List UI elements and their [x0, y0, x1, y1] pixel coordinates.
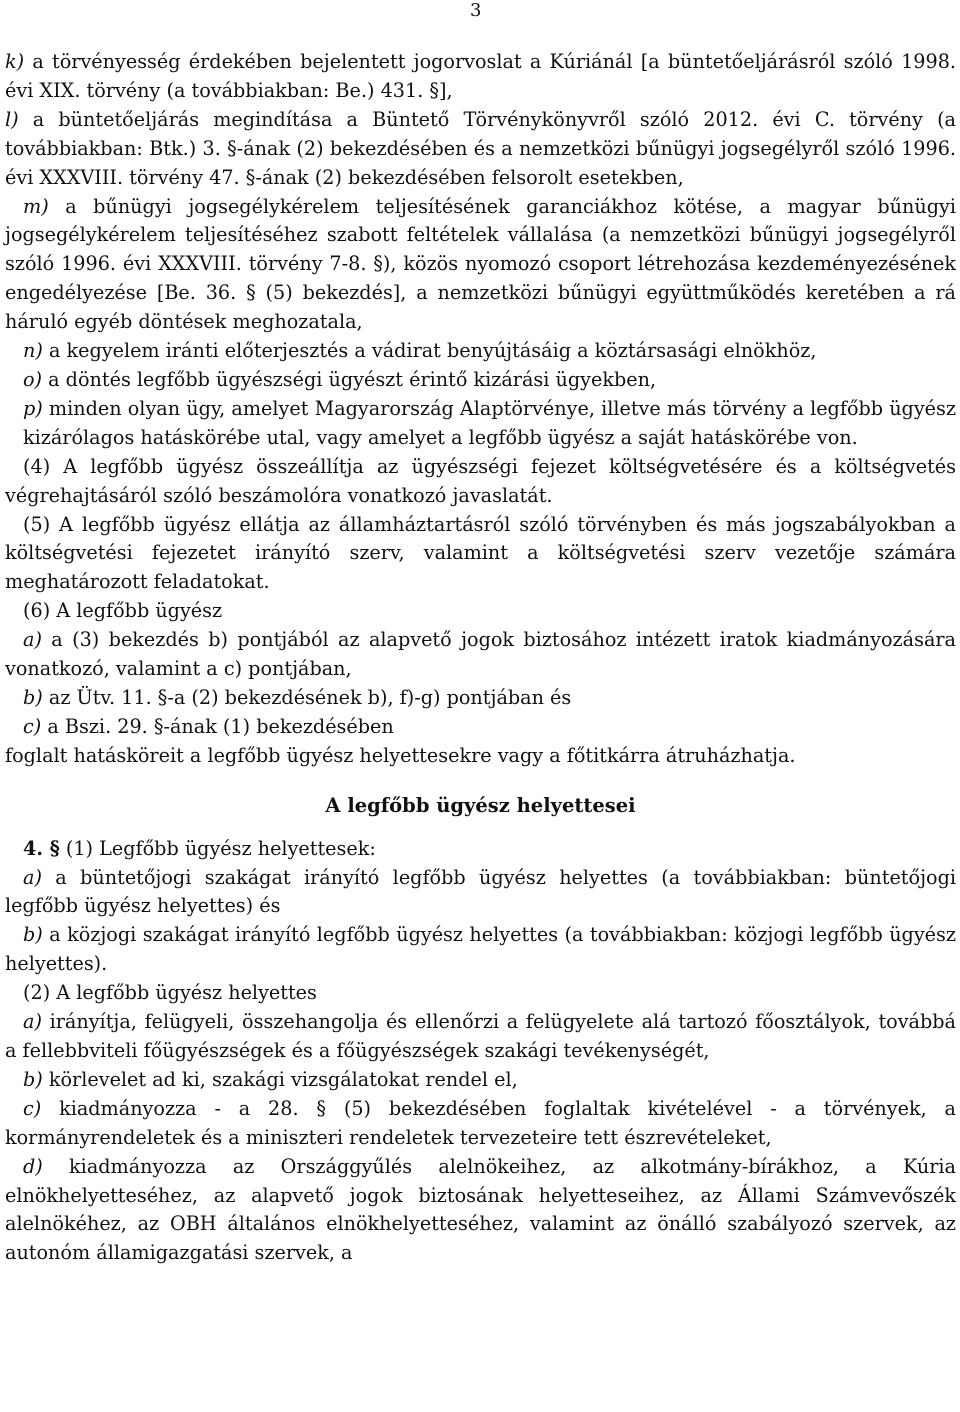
paragraph-text: a bűnügyi jogsegélykérelem teljesítésének garanciákhoz kötése, a magyar bűnügyi jogsegélykérelem teljesítéséhez szabott feltételek vállalása (a nemzetközi bűnügyi jogsegélyről szóló 1996. évi XXXVIII. törvény 7-8. §), közös nyomozó csoport létrehozása kezdeményezésének engedélyezése [Be. 36. § (5) bekezdés], a nemzetközi bűnügyi együttműködés keretében a rá háruló egyéb döntések meghozatala,: [5, 194, 956, 334]
paragraph-text: kiadmányozza - a 28. § (5) bekezdésében foglaltak kivételével - a törvények, a kormányrendeletek és a miniszteri rendeletek tervezeteire tett észrevételeket,: [5, 1096, 956, 1149]
paragraph-s4_2a: [5, 1008, 956, 1066]
paragraph-list-3: [5, 48, 956, 771]
paragraph-n: [5, 337, 956, 366]
paragraph-text: (1) Legfőbb ügyész helyettesek:: [59, 836, 376, 860]
paragraph-label: o): [23, 367, 43, 391]
paragraph-text: a kegyelem iránti előterjesztés a vádirat benyújtásáig a köztársasági elnökhöz,: [42, 339, 817, 363]
paragraph-label: d): [23, 1154, 43, 1178]
paragraph-label: c): [23, 1096, 42, 1120]
paragraph-o: [5, 366, 956, 395]
paragraph-s4_2b: [5, 1066, 956, 1095]
paragraph-text: körlevelet ad ki, szakági vizsgálatokat rendel el,: [42, 1067, 518, 1091]
paragraph-p6a: [5, 626, 956, 684]
paragraph-label: c): [23, 714, 42, 738]
paragraph-p6end: [5, 742, 956, 771]
paragraph-label: a): [23, 628, 42, 652]
paragraph-text: az Ütv. 11. §-a (2) bekezdésének b), f)-g) pontjában és: [42, 685, 572, 709]
paragraph-text: a törvényesség érdekében bejelentett jogorvoslat a Kúriánál [a büntetőeljárásról szóló 1998. évi XIX. törvény (a továbbiakban: Be.) 431. §],: [5, 50, 956, 102]
paragraph-k: [5, 48, 956, 106]
paragraph-s4_2: [5, 979, 956, 1008]
paragraph-text: a büntetőeljárás megindítása a Büntető Törvénykönyvről szóló 2012. évi C. törvény (a továbbiakban: Btk.) 3. §-ának (2) bekezdésében és a nemzetközi bűnügyi jogsegélyről szóló 1996. évi XXXVIII. törvény 47. §-ának (2) bekezdésében felsorolt esetekben,: [5, 107, 956, 189]
paragraph-text: a döntés legfőbb ügyészségi ügyészt érintő kizárási ügyekben,: [42, 367, 657, 391]
paragraph-text: a büntetőjogi szakágat irányító legfőbb ügyész helyettes (a továbbiakban: büntetőjogi legfőbb ügyész helyettes) és: [5, 865, 956, 918]
paragraph-text: minden olyan ügy, amelyet Magyarország Alaptörvénye, illetve más törvény a legfőbb ügyész kizárólagos hatáskörébe utal, vagy amelyet a legfőbb ügyész a saját hatáskörébe von.: [23, 396, 956, 449]
paragraph-l: [5, 106, 956, 193]
section-4: [5, 835, 956, 1269]
paragraph-s4: [5, 835, 956, 864]
document-body: [5, 0, 956, 1268]
paragraph-s4a: [5, 864, 956, 922]
paragraph-p6b: [5, 684, 956, 713]
paragraph-s4_2d: [5, 1153, 956, 1269]
paragraph-label: k): [5, 50, 25, 73]
paragraph-label: a): [23, 1010, 42, 1034]
paragraph-text: foglalt hatásköreit a legfőbb ügyész helyettesekre vagy a főtitkárra átruházhatja.: [5, 743, 796, 767]
paragraph-text: kiadmányozza az Országgyűlés alelnökeihez, az alkotmány-bírákhoz, a Kúria elnökhelyetteséhez, az alapvető jogok biztosának helyetteseihez, az Állami Számvevőszék alelnökéhez, az OBH általános elnökhelyetteséhez, valamint az önálló szabályozó szervek, az autonóm államigazgatási szervek, a: [5, 1154, 956, 1265]
paragraph-p6: [5, 597, 956, 626]
paragraph-label: a): [23, 865, 42, 889]
page-number: 3: [470, 0, 482, 21]
paragraph-text: (6) A legfőbb ügyész: [23, 599, 223, 623]
paragraph-label: b): [23, 1067, 43, 1091]
paragraph-text: a (3) bekezdés b) pontjából az alapvető jogok biztosához intézett iratok kiadmányozására vonatkozó, valamint a c) pontjában,: [5, 628, 956, 681]
paragraph-s4b: [5, 921, 956, 979]
paragraph-p5: [5, 511, 956, 598]
paragraph-text: (5) A legfőbb ügyész ellátja az államháztartásról szóló törvényben és más jogszabályokban a költségvetési fejezetet irányító szerv, valamint a költségvetési szerv vezetője számára meghatározott feladatokat.: [5, 512, 956, 594]
paragraph-label: b): [23, 923, 43, 947]
paragraph-p4: [5, 453, 956, 511]
paragraph-p6c: [5, 713, 956, 742]
paragraph-m: [5, 193, 956, 338]
paragraph-text: a közjogi szakágat irányító legfőbb ügyész helyettes (a továbbiakban: közjogi legfőbb ügyész helyettes).: [5, 923, 956, 976]
paragraph-label: l): [5, 107, 19, 131]
paragraph-text: (4) A legfőbb ügyész összeállítja az ügyészségi fejezet költségvetésére és a költségvetés végrehajtásáról szóló beszámolóra vonatkozó javaslatát.: [5, 454, 956, 507]
paragraph-p: [5, 395, 956, 453]
section-heading: A legfőbb ügyész helyettesei: [325, 793, 636, 817]
paragraph-label: p): [23, 396, 43, 420]
paragraph-label: 4. §: [23, 836, 60, 860]
paragraph-text: a Bszi. 29. §-ának (1) bekezdésében: [41, 714, 394, 738]
paragraph-label: m): [23, 194, 49, 218]
paragraph-text: irányítja, felügyeli, összehangolja és ellenőrzi a felügyelete alá tartozó főosztályok, továbbá a fellebbviteli főügyészségek és a főügyészségek szakági tevékenységét,: [5, 1010, 956, 1062]
paragraph-label: b): [23, 685, 43, 709]
paragraph-text: (2) A legfőbb ügyész helyettes: [23, 981, 317, 1005]
paragraph-s4_2c: [5, 1095, 956, 1153]
paragraph-label: n): [23, 339, 43, 363]
